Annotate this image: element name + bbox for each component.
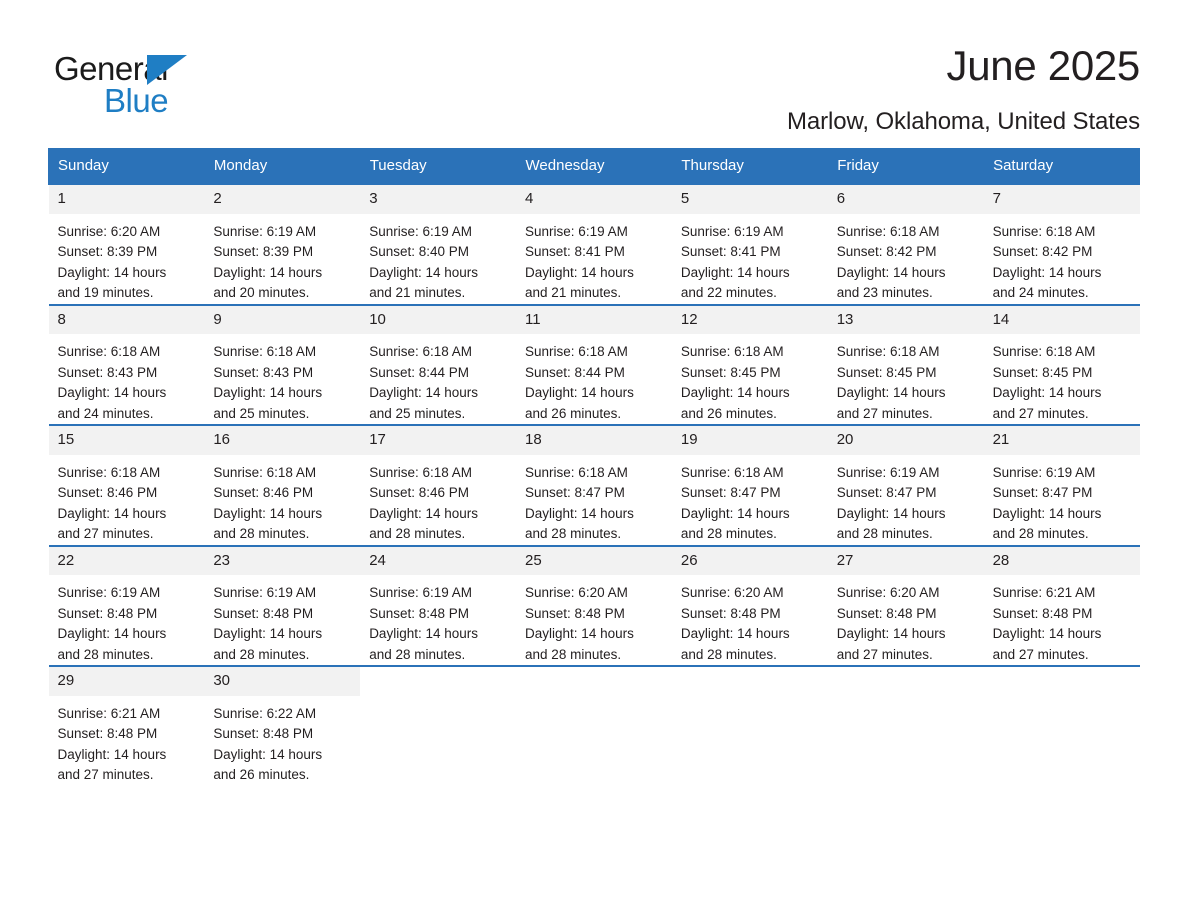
day-number: 13	[828, 306, 984, 335]
day-sunrise-text: Sunrise: 6:19 AM	[525, 223, 628, 239]
day-daylight1-text: Daylight: 14 hours	[369, 385, 478, 401]
day-details	[516, 334, 672, 424]
day-sunrise-text: Sunrise: 6:21 AM	[992, 585, 1096, 601]
day-details	[204, 455, 360, 545]
day-daylight2-text: and 28 minutes.	[213, 526, 310, 542]
weekday-header-saturday: Saturday	[984, 149, 1140, 185]
day-details	[49, 334, 205, 424]
day-daylight1-text: Daylight: 14 hours	[57, 626, 167, 642]
weekday-header-row	[49, 149, 1140, 185]
calendar-day-cell[interactable]	[516, 184, 672, 305]
day-number: 20	[828, 426, 984, 455]
day-daylight1-text: Daylight: 14 hours	[992, 385, 1102, 401]
day-details	[672, 214, 828, 304]
calendar-day-cell[interactable]	[516, 546, 672, 667]
day-sunrise-text: Sunrise: 6:22 AM	[213, 705, 317, 721]
day-daylight1-text: Daylight: 14 hours	[836, 264, 946, 280]
day-details	[984, 334, 1140, 424]
day-daylight1-text: Daylight: 14 hours	[369, 626, 478, 642]
day-sunset-text: Sunset: 8:42 PM	[836, 244, 937, 260]
day-sunset-text: Sunset: 8:47 PM	[836, 485, 937, 501]
weekday-header-monday: Monday	[204, 149, 360, 185]
weekday-header-friday: Friday	[828, 149, 984, 185]
day-daylight2-text: and 25 minutes.	[213, 405, 310, 421]
calendar-week-row	[49, 184, 1140, 305]
day-daylight2-text: and 20 minutes.	[213, 285, 310, 301]
day-sunrise-text: Sunrise: 6:18 AM	[525, 464, 628, 480]
day-sunset-text: Sunset: 8:48 PM	[680, 605, 781, 621]
logo-text-general: General	[54, 50, 168, 87]
day-daylight2-text: and 22 minutes.	[680, 285, 777, 301]
day-daylight2-text: and 26 minutes.	[525, 405, 622, 421]
day-sunset-text: Sunset: 8:47 PM	[680, 485, 781, 501]
day-sunset-text: Sunset: 8:47 PM	[992, 485, 1093, 501]
day-sunrise-text: Sunrise: 6:18 AM	[525, 344, 628, 360]
day-details	[204, 575, 360, 665]
day-sunrise-text: Sunrise: 6:18 AM	[992, 223, 1096, 239]
day-details	[49, 214, 205, 304]
day-sunrise-text: Sunrise: 6:19 AM	[836, 464, 940, 480]
day-number: 8	[49, 306, 205, 335]
day-sunrise-text: Sunrise: 6:19 AM	[680, 223, 784, 239]
day-number: 22	[49, 547, 205, 576]
day-number: 14	[984, 306, 1140, 335]
calendar-cell-empty	[828, 666, 984, 786]
day-daylight2-text: and 24 minutes.	[992, 285, 1089, 301]
day-daylight2-text: and 27 minutes.	[836, 646, 933, 662]
calendar-day-cell[interactable]	[49, 425, 205, 546]
day-daylight1-text: Daylight: 14 hours	[680, 264, 790, 280]
day-sunrise-text: Sunrise: 6:20 AM	[680, 585, 784, 601]
day-details	[984, 214, 1140, 304]
calendar-day-cell[interactable]	[516, 305, 672, 426]
day-number: 2	[204, 185, 360, 214]
day-daylight1-text: Daylight: 14 hours	[525, 385, 634, 401]
day-number: 18	[516, 426, 672, 455]
day-number: 19	[672, 426, 828, 455]
calendar-body	[49, 184, 1140, 786]
calendar-day-cell[interactable]	[204, 666, 360, 786]
day-daylight1-text: Daylight: 14 hours	[369, 264, 478, 280]
calendar-day-cell[interactable]	[516, 425, 672, 546]
day-number: 5	[672, 185, 828, 214]
calendar-day-cell[interactable]	[828, 184, 984, 305]
day-details	[672, 334, 828, 424]
day-daylight2-text: and 28 minutes.	[992, 526, 1089, 542]
day-sunrise-text: Sunrise: 6:18 AM	[836, 223, 940, 239]
day-details	[516, 214, 672, 304]
day-details	[360, 334, 516, 424]
calendar-cell-empty	[360, 666, 516, 786]
day-details	[360, 214, 516, 304]
day-details	[49, 575, 205, 665]
weekday-header-tuesday: Tuesday	[360, 149, 516, 185]
day-daylight2-text: and 28 minutes.	[836, 526, 933, 542]
day-sunset-text: Sunset: 8:46 PM	[213, 485, 314, 501]
day-sunset-text: Sunset: 8:43 PM	[57, 364, 158, 380]
day-daylight2-text: and 27 minutes.	[57, 767, 154, 783]
title-block	[787, 40, 1140, 136]
calendar-day-cell[interactable]	[984, 546, 1140, 667]
day-sunrise-text: Sunrise: 6:20 AM	[836, 585, 940, 601]
day-number: 11	[516, 306, 672, 335]
day-daylight1-text: Daylight: 14 hours	[525, 505, 634, 521]
day-sunrise-text: Sunrise: 6:18 AM	[369, 464, 472, 480]
day-sunrise-text: Sunrise: 6:19 AM	[992, 464, 1096, 480]
day-number: 1	[49, 185, 205, 214]
calendar-day-cell[interactable]	[360, 546, 516, 667]
day-details	[516, 455, 672, 545]
day-sunset-text: Sunset: 8:40 PM	[369, 244, 469, 260]
calendar-day-cell[interactable]	[672, 546, 828, 667]
day-number: 24	[360, 547, 516, 576]
day-sunset-text: Sunset: 8:48 PM	[992, 605, 1093, 621]
day-number: 27	[828, 547, 984, 576]
day-sunset-text: Sunset: 8:39 PM	[57, 244, 158, 260]
day-number: 26	[672, 547, 828, 576]
day-number: 29	[49, 667, 205, 696]
calendar-cell-empty	[984, 666, 1140, 786]
day-sunset-text: Sunset: 8:45 PM	[680, 364, 781, 380]
day-daylight1-text: Daylight: 14 hours	[57, 746, 167, 762]
calendar-day-cell[interactable]	[204, 305, 360, 426]
day-number: 15	[49, 426, 205, 455]
calendar-day-cell[interactable]	[49, 305, 205, 426]
page-header	[48, 40, 1140, 135]
day-daylight1-text: Daylight: 14 hours	[992, 505, 1102, 521]
day-number: 3	[360, 185, 516, 214]
calendar-day-cell[interactable]	[49, 666, 205, 786]
day-sunrise-text: Sunrise: 6:19 AM	[369, 585, 472, 601]
calendar-week-row	[49, 425, 1140, 546]
day-sunset-text: Sunset: 8:42 PM	[992, 244, 1093, 260]
day-details	[360, 575, 516, 665]
calendar-day-cell[interactable]	[360, 425, 516, 546]
day-number: 23	[204, 547, 360, 576]
day-daylight1-text: Daylight: 14 hours	[680, 385, 790, 401]
day-daylight1-text: Daylight: 14 hours	[213, 746, 323, 762]
day-daylight1-text: Daylight: 14 hours	[213, 505, 323, 521]
day-daylight2-text: and 19 minutes.	[57, 285, 154, 301]
day-daylight2-text: and 21 minutes.	[369, 285, 466, 301]
day-daylight1-text: Daylight: 14 hours	[525, 264, 634, 280]
calendar-day-cell[interactable]	[984, 305, 1140, 426]
day-sunrise-text: Sunrise: 6:21 AM	[57, 705, 161, 721]
day-daylight2-text: and 23 minutes.	[836, 285, 933, 301]
day-daylight2-text: and 26 minutes.	[213, 767, 310, 783]
calendar-day-cell[interactable]	[49, 184, 205, 305]
day-daylight1-text: Daylight: 14 hours	[57, 505, 167, 521]
calendar-week-row	[49, 666, 1140, 786]
calendar-day-cell[interactable]	[672, 305, 828, 426]
day-daylight1-text: Daylight: 14 hours	[836, 626, 946, 642]
day-details	[516, 575, 672, 665]
day-sunset-text: Sunset: 8:46 PM	[57, 485, 158, 501]
weekday-header-wednesday: Wednesday	[516, 149, 672, 185]
day-sunset-text: Sunset: 8:48 PM	[57, 605, 158, 621]
day-sunrise-text: Sunrise: 6:18 AM	[680, 344, 784, 360]
day-daylight2-text: and 28 minutes.	[680, 526, 777, 542]
day-details	[204, 334, 360, 424]
day-sunset-text: Sunset: 8:43 PM	[213, 364, 314, 380]
calendar-day-cell[interactable]	[984, 425, 1140, 546]
day-sunset-text: Sunset: 8:48 PM	[57, 726, 158, 742]
day-sunrise-text: Sunrise: 6:18 AM	[213, 464, 317, 480]
day-sunrise-text: Sunrise: 6:19 AM	[369, 223, 472, 239]
day-daylight1-text: Daylight: 14 hours	[836, 385, 946, 401]
day-number: 6	[828, 185, 984, 214]
day-sunset-text: Sunset: 8:46 PM	[369, 485, 469, 501]
day-daylight1-text: Daylight: 14 hours	[369, 505, 478, 521]
day-daylight2-text: and 28 minutes.	[680, 646, 777, 662]
day-sunrise-text: Sunrise: 6:19 AM	[213, 585, 317, 601]
day-number: 16	[204, 426, 360, 455]
day-sunrise-text: Sunrise: 6:19 AM	[57, 585, 161, 601]
day-number: 4	[516, 185, 672, 214]
day-daylight2-text: and 28 minutes.	[369, 646, 466, 662]
day-details	[672, 455, 828, 545]
calendar-day-cell[interactable]	[828, 546, 984, 667]
day-sunset-text: Sunset: 8:47 PM	[525, 485, 625, 501]
day-sunset-text: Sunset: 8:48 PM	[836, 605, 937, 621]
day-number: 7	[984, 185, 1140, 214]
day-sunset-text: Sunset: 8:48 PM	[213, 726, 314, 742]
day-daylight1-text: Daylight: 14 hours	[213, 385, 323, 401]
day-sunset-text: Sunset: 8:48 PM	[525, 605, 625, 621]
calendar-week-row	[49, 305, 1140, 426]
day-sunrise-text: Sunrise: 6:18 AM	[57, 464, 161, 480]
day-daylight2-text: and 27 minutes.	[836, 405, 933, 421]
location-subtitle: Marlow, Oklahoma, United States	[786, 108, 1140, 135]
day-daylight2-text: and 28 minutes.	[525, 526, 622, 542]
day-sunrise-text: Sunrise: 6:18 AM	[369, 344, 472, 360]
day-sunrise-text: Sunrise: 6:20 AM	[525, 585, 628, 601]
page-title: June 2025	[946, 42, 1140, 89]
day-daylight1-text: Daylight: 14 hours	[213, 264, 323, 280]
calendar-day-cell[interactable]	[204, 425, 360, 546]
day-sunset-text: Sunset: 8:48 PM	[213, 605, 314, 621]
day-number: 21	[984, 426, 1140, 455]
day-sunset-text: Sunset: 8:44 PM	[369, 364, 469, 380]
day-number: 17	[360, 426, 516, 455]
calendar-day-cell[interactable]	[360, 184, 516, 305]
day-daylight2-text: and 27 minutes.	[992, 405, 1089, 421]
day-details	[828, 334, 984, 424]
day-number: 30	[204, 667, 360, 696]
day-daylight2-text: and 27 minutes.	[992, 646, 1089, 662]
logo-text-blue: Blue	[104, 82, 169, 119]
calendar-cell-empty	[516, 666, 672, 786]
day-daylight2-text: and 28 minutes.	[213, 646, 310, 662]
day-details	[828, 455, 984, 545]
day-daylight2-text: and 25 minutes.	[369, 405, 466, 421]
day-daylight1-text: Daylight: 14 hours	[992, 264, 1102, 280]
day-sunrise-text: Sunrise: 6:18 AM	[57, 344, 161, 360]
day-details	[204, 696, 360, 786]
day-daylight2-text: and 28 minutes.	[57, 646, 154, 662]
triangle-flag-icon	[147, 55, 187, 85]
day-sunset-text: Sunset: 8:48 PM	[369, 605, 469, 621]
day-number: 12	[672, 306, 828, 335]
day-sunrise-text: Sunrise: 6:20 AM	[57, 223, 161, 239]
calendar-day-cell[interactable]	[672, 184, 828, 305]
day-sunset-text: Sunset: 8:41 PM	[525, 244, 625, 260]
day-details	[984, 575, 1140, 665]
day-daylight2-text: and 28 minutes.	[369, 526, 466, 542]
day-details	[49, 696, 205, 786]
calendar-week-row	[49, 546, 1140, 667]
day-daylight2-text: and 27 minutes.	[57, 526, 154, 542]
day-sunset-text: Sunset: 8:45 PM	[836, 364, 937, 380]
weekday-header-thursday: Thursday	[672, 149, 828, 185]
day-details	[49, 455, 205, 545]
day-daylight1-text: Daylight: 14 hours	[57, 264, 167, 280]
weekday-header-sunday: Sunday	[49, 149, 205, 185]
calendar-day-cell[interactable]	[204, 546, 360, 667]
day-sunrise-text: Sunrise: 6:18 AM	[213, 344, 317, 360]
day-number: 10	[360, 306, 516, 335]
day-number: 25	[516, 547, 672, 576]
calendar-day-cell[interactable]	[204, 184, 360, 305]
day-sunset-text: Sunset: 8:45 PM	[992, 364, 1093, 380]
general-blue-logo	[48, 40, 228, 119]
sunrise-sunset-calendar	[48, 148, 1140, 786]
day-sunset-text: Sunset: 8:41 PM	[680, 244, 781, 260]
day-daylight2-text: and 26 minutes.	[680, 405, 777, 421]
day-daylight1-text: Daylight: 14 hours	[680, 626, 790, 642]
day-daylight1-text: Daylight: 14 hours	[57, 385, 167, 401]
calendar-day-cell[interactable]	[984, 184, 1140, 305]
day-number: 9	[204, 306, 360, 335]
calendar-day-cell[interactable]	[828, 425, 984, 546]
day-daylight1-text: Daylight: 14 hours	[836, 505, 946, 521]
day-sunset-text: Sunset: 8:39 PM	[213, 244, 314, 260]
day-daylight1-text: Daylight: 14 hours	[213, 626, 323, 642]
day-sunrise-text: Sunrise: 6:19 AM	[213, 223, 317, 239]
day-sunrise-text: Sunrise: 6:18 AM	[680, 464, 784, 480]
day-daylight1-text: Daylight: 14 hours	[680, 505, 790, 521]
calendar-day-cell[interactable]	[49, 546, 205, 667]
day-details	[672, 575, 828, 665]
calendar-day-cell[interactable]	[672, 425, 828, 546]
day-daylight2-text: and 28 minutes.	[525, 646, 622, 662]
calendar-cell-empty	[672, 666, 828, 786]
day-details	[828, 214, 984, 304]
day-sunrise-text: Sunrise: 6:18 AM	[992, 344, 1096, 360]
day-details	[828, 575, 984, 665]
day-sunset-text: Sunset: 8:44 PM	[525, 364, 625, 380]
calendar-day-cell[interactable]	[828, 305, 984, 426]
day-daylight2-text: and 21 minutes.	[525, 285, 622, 301]
day-details	[204, 214, 360, 304]
day-details	[984, 455, 1140, 545]
day-daylight1-text: Daylight: 14 hours	[992, 626, 1102, 642]
day-daylight2-text: and 24 minutes.	[57, 405, 154, 421]
calendar-day-cell[interactable]	[360, 305, 516, 426]
day-sunrise-text: Sunrise: 6:18 AM	[836, 344, 940, 360]
day-details	[360, 455, 516, 545]
day-daylight1-text: Daylight: 14 hours	[525, 626, 634, 642]
day-number: 28	[984, 547, 1140, 576]
